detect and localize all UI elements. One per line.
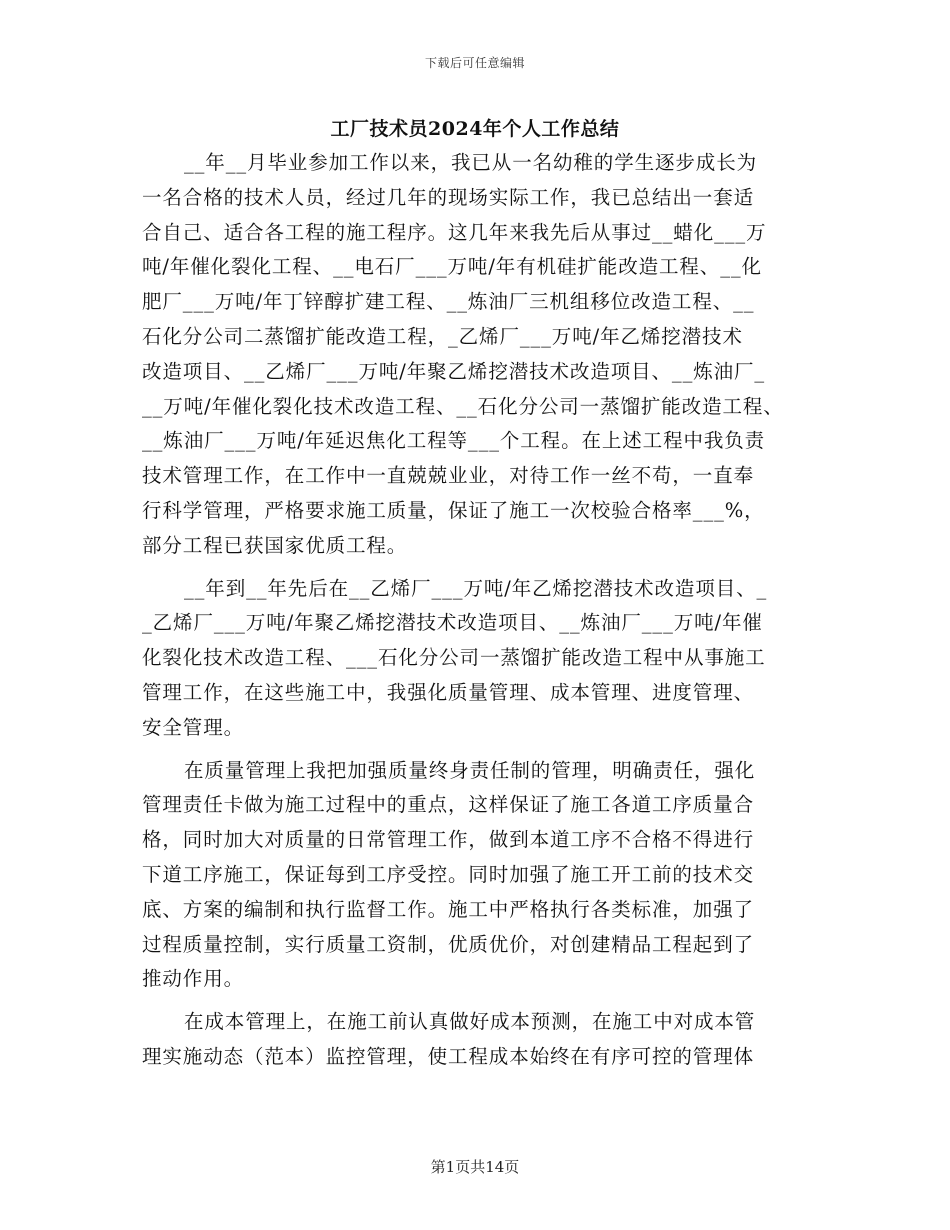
text-line: 合自己、适合各工程的施工程序。这几年来我先后从事过__蜡化___万 bbox=[142, 220, 767, 244]
text-line: 过程质量控制，实行质量工资制，优质优价，对创建精品工程起到了 bbox=[142, 932, 755, 956]
text-line: 化裂化技术改造工程、___石化分公司一蒸馏扩能改造工程中从事施工 bbox=[142, 646, 766, 670]
paragraph-2 bbox=[142, 572, 812, 746]
text-line: __年到__年先后在__乙烯厂___万吨/年乙烯挖潜技术改造项目、_ bbox=[184, 576, 768, 600]
text-line: 技术管理工作，在工作中一直兢兢业业，对待工作一丝不苟，一直奉 bbox=[142, 464, 755, 488]
text-line: 下道工序施工，保证每到工序受控。同时加强了施工开工前的技术交 bbox=[142, 862, 755, 886]
text-line: 管理工作，在这些施工中，我强化质量管理、成本管理、进度管理、 bbox=[142, 680, 755, 704]
text-line: 格，同时加大对质量的日常管理工作，做到本道工序不合格不得进行 bbox=[142, 828, 755, 852]
text-line: 理实施动态（范本）监控管理，使工程成本始终在有序可控的管理体 bbox=[142, 1044, 755, 1068]
text-line: 行科学管理，严格要求施工质量，保证了施工一次校验合格率___%， bbox=[142, 498, 765, 522]
text-line: __年__月毕业参加工作以来，我已从一名幼稚的学生逐步成长为 bbox=[184, 151, 758, 174]
text-line: __万吨/年催化裂化技术改造工程、__石化分公司一蒸馏扩能改造工程、 bbox=[142, 394, 784, 418]
text-line: 肥厂___万吨/年丁锌醇扩建工程、__炼油厂三机组移位改造工程、__ bbox=[142, 290, 755, 314]
paragraph-3 bbox=[142, 754, 812, 998]
page-number-footer: 第1页共14页 bbox=[430, 1158, 520, 1176]
text-line: 在质量管理上我把加强质量终身责任制的管理，明确责任，强化 bbox=[184, 758, 756, 782]
document-body bbox=[142, 146, 812, 1083]
text-line: 安全管理。 bbox=[142, 715, 245, 739]
text-line: 石化分公司二蒸馏扩能改造工程，_乙烯厂___万吨/年乙烯挖潜技术 bbox=[142, 324, 743, 348]
text-line: 部分工程已获国家优质工程。 bbox=[142, 533, 408, 557]
text-line: 改造项目、__乙烯厂___万吨/年聚乙烯挖潜技术改造项目、__炼油厂_ bbox=[142, 359, 766, 383]
document-title: 工厂技术员2024年个人工作总结 bbox=[330, 118, 620, 140]
text-line: 推动作用。 bbox=[142, 967, 245, 991]
text-line: 吨/年催化裂化工程、__电石厂___万吨/年有机硅扩能改造工程、__化 bbox=[142, 255, 762, 279]
text-line: 在成本管理上，在施工前认真做好成本预测，在施工中对成本管 bbox=[184, 1010, 756, 1034]
paragraph-1 bbox=[142, 146, 812, 564]
text-line: __炼油厂___万吨/年延迟焦化工程等___个工程。在上述工程中我负责 bbox=[142, 429, 766, 453]
paragraph-4 bbox=[142, 1005, 812, 1075]
text-line: _乙烯厂___万吨/年聚乙烯挖潜技术改造项目、__炼油厂___万吨/年催 bbox=[142, 611, 763, 635]
header-note: 下载后可任意编辑 bbox=[424, 56, 525, 70]
text-line: 一名合格的技术人员，经过几年的现场实际工作，我已总结出一套适 bbox=[142, 185, 755, 209]
text-line: 管理责任卡做为施工过程中的重点，这样保证了施工各道工序质量合 bbox=[142, 793, 755, 817]
text-line: 底、方案的编制和执行监督工作。施工中严格执行各类标准，加强了 bbox=[142, 897, 755, 921]
